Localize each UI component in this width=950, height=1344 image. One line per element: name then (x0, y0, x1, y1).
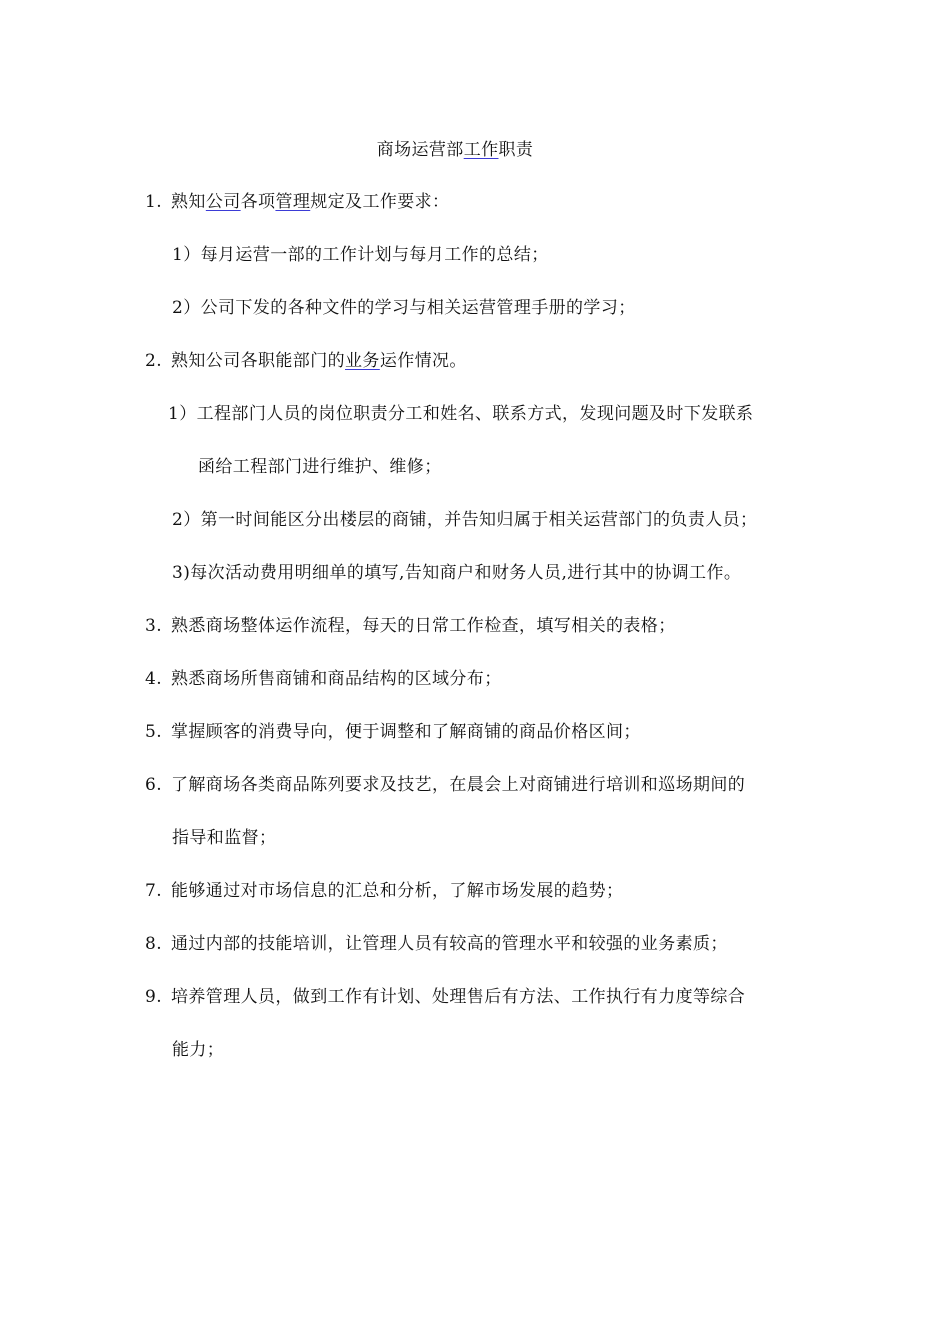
list-item-5 (145, 720, 641, 744)
item-2-seg-3: 运作情况。 (379, 351, 467, 371)
sub-item-2-1-continuation: 函给工程部门进行维护、维修； (198, 457, 442, 477)
item-number: 1. (145, 192, 163, 212)
list-item-8 (145, 932, 728, 956)
page-title (0, 138, 910, 162)
list-item-6-continuation: 指导和监督； (172, 828, 277, 848)
list-item-4 (145, 667, 502, 691)
list-item-9 (145, 985, 745, 1009)
item-text: 熟悉商场整体运作流程，每天的日常工作检查，填写相关的表格； (171, 616, 676, 636)
list-item-2 (145, 349, 467, 373)
item-text: 熟悉商场所售商铺和商品结构的区域分布； (171, 669, 502, 689)
item-1-seg-4: 管理 (275, 192, 311, 212)
item-2-seg-1: 熟知公司各职能部门的 (171, 351, 345, 371)
item-1-seg-5: 规定及工作要求： (310, 192, 450, 212)
list-item-7 (145, 879, 623, 903)
title-prefix: 商场运营部 (376, 140, 464, 160)
list-item-9-continuation: 能力； (172, 1040, 225, 1060)
item-number: 4. (145, 669, 163, 689)
item-text: 培养管理人员，做到工作有计划、处理售后有方法、工作执行有力度等综合 (171, 987, 746, 1007)
list-item-6 (145, 773, 745, 797)
sub-item-2-2: 2）第一时间能区分出楼层的商铺，并告知归属于相关运营部门的负责人员； (172, 510, 758, 530)
sub-item-2-3: 3)每次活动费用明细单的填写,告知商户和财务人员,进行其中的协调工作。 (172, 563, 742, 583)
item-number: 2. (145, 351, 163, 371)
list-item-3 (145, 614, 676, 638)
sub-item-2-1: 1）工程部门人员的岗位职责分工和姓名、联系方式，发现问题及时下发联系 (168, 404, 754, 424)
item-1-seg-2: 公司 (205, 192, 241, 212)
list-item-1 (145, 190, 449, 214)
sub-item-1-1: 1）每月运营一部的工作计划与每月工作的总结； (172, 245, 549, 265)
item-number: 5. (145, 722, 163, 742)
sub-item-1-2: 2）公司下发的各种文件的学习与相关运营管理手册的学习； (172, 298, 636, 318)
item-number: 8. (145, 934, 163, 954)
item-number: 9. (145, 987, 163, 1007)
item-text: 通过内部的技能培训，让管理人员有较高的管理水平和较强的业务素质； (171, 934, 728, 954)
item-text: 了解商场各类商品陈列要求及技艺，在晨会上对商铺进行培训和巡场期间的 (171, 775, 746, 795)
item-text: 掌握顾客的消费导向，便于调整和了解商铺的商品价格区间； (171, 722, 641, 742)
item-number: 3. (145, 616, 163, 636)
title-underlined-word: 工作 (463, 140, 499, 160)
item-1-seg-3: 各项 (240, 192, 276, 212)
item-number: 6. (145, 775, 163, 795)
item-number: 7. (145, 881, 163, 901)
item-1-seg-1: 熟知 (171, 192, 206, 212)
item-2-seg-2: 业务 (345, 351, 380, 371)
title-suffix: 职责 (498, 140, 534, 160)
item-text: 能够通过对市场信息的汇总和分析，了解市场发展的趋势； (171, 881, 624, 901)
